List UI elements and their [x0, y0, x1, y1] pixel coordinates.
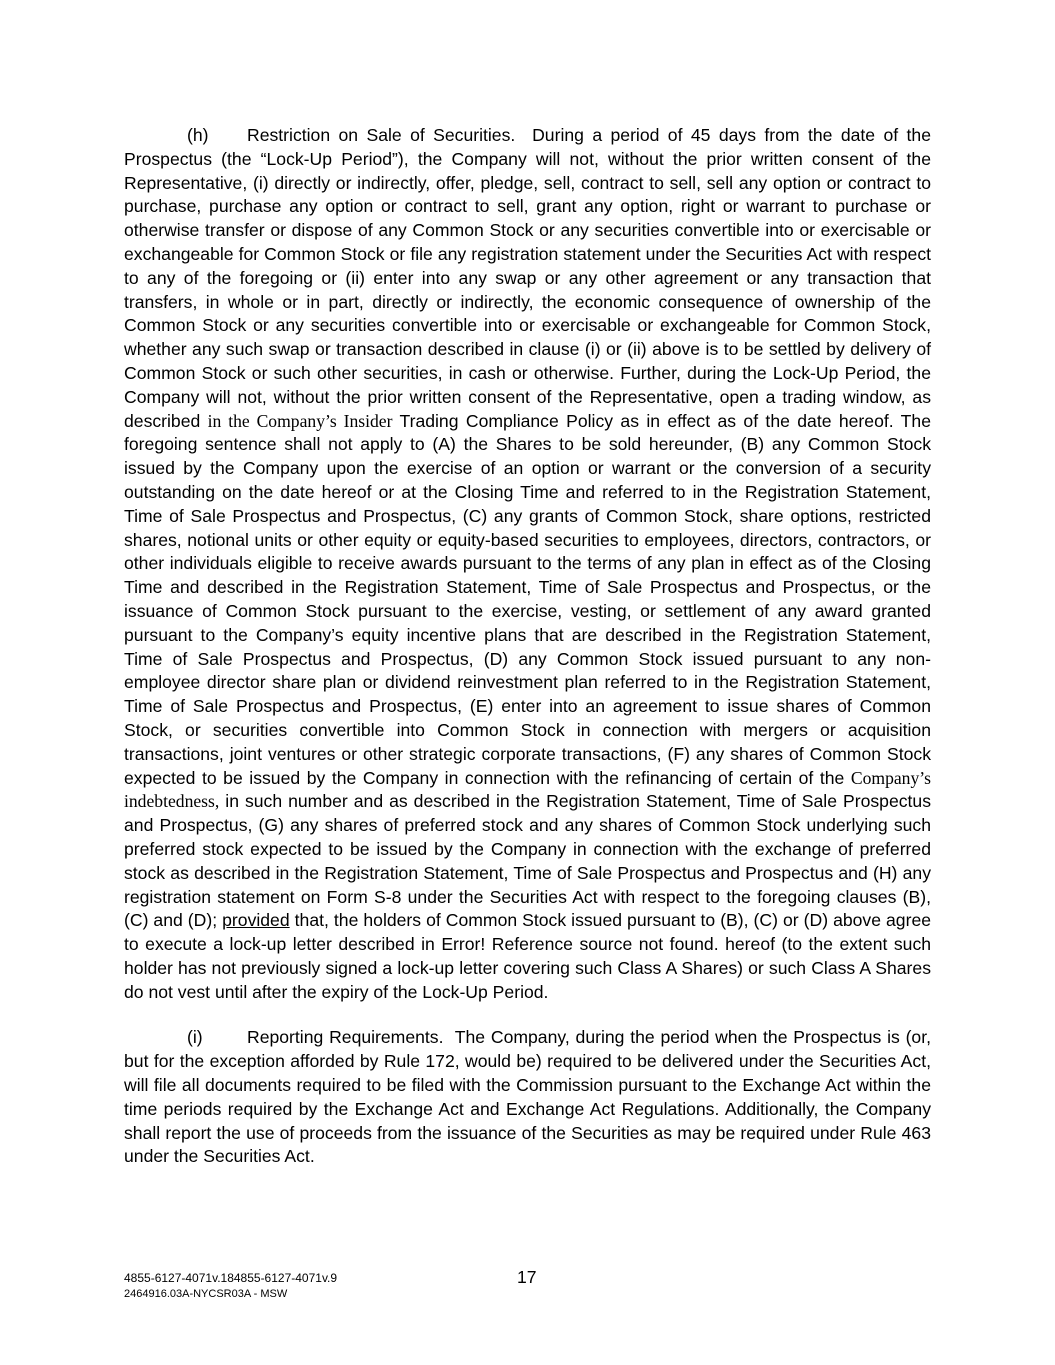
underlined-term: provided — [222, 910, 290, 931]
paragraph-label: (h) — [187, 125, 209, 145]
paragraph-text: During a period of 45 days from the date of the Prospectus (the “Lock-Up Period”), the Company will not, without the prior written consent of the Representative, (i) directly or indirectly, offer, pledge, sell, contract to sell, sell any option or contract to purchase, purchase any option or contract to sell, grant any option, right or warrant to purchase or otherwise transfer or dispose of any Common Stock or any securities convertible into or exercisable or exchangeable for Common Stock or file any registration statement under the Securities Act with respect to any of the foregoing or (ii) enter into any swap or any other agreement or any transaction that transfers, in whole or in part, directly or indirectly, the economic consequence of ownership of the Common Stock or any securities convertible into or exercisable or exchangeable for Common Stock, whether any such swap or transaction described in clause (i) or (ii) above is to be settled by delivery of Common Stock or such other securities, in cash or otherwise. Further, during the Lock-Up Period, the Company will not, without the prior written consent of the Representative, open a trading window, as described — [124, 125, 931, 431]
paragraph-title: Restriction on Sale of Securities. — [247, 125, 516, 145]
footer-doc-id: 4855-6127-4071v.184855-6127-4071v.9 — [124, 1271, 338, 1285]
paragraph-text: The Company, during the period when the Prospectus is (or, but for the exception afforded by Rule 172, would be) required to be delivered under the Securities Act, will file all documents required to be filed with the Commission pursuant to the Exchange Act within the time periods required by the Exchange Act and Exchange Act Regulations. Additionally, the Company shall report the use of proceeds from the issuance of the Securities as may be required under Rule 463 under the Securities Act. — [124, 1027, 931, 1167]
paragraph-label: (i) — [187, 1027, 203, 1048]
error-reference: Error! Reference source not found. — [441, 934, 719, 955]
paragraph-title: Reporting Requirements. — [247, 1027, 444, 1048]
paragraph-i — [124, 1026, 931, 1169]
paragraph-text: hereof (to the extent such holder has not previously signed a lock-up letter covering such Class A Shares) or such Class A Shares do not vest until after the expiry of the Lock-Up Period. — [124, 934, 932, 1002]
document-body — [124, 124, 931, 1169]
footer-doc-ids — [124, 1270, 337, 1302]
footer-doc-ref: 2464916.03A-NYCSR03A - MSW — [124, 1288, 288, 1300]
paragraph-text: in such number and as described in the Registration Statement, Time of Sale Prospectus and Prospectus, (G) any shares of preferred stock and any shares of Common Stock underlying such preferred stock expected to be issued by the Company in connection with the exchange of preferred stock as described in the Registration Statement, Time of Sale Prospectus and Prospectus and (H) any registration statement on Form S-8 under the Securities Act with respect to the foregoing clauses (B), (C) and (D); — [124, 791, 932, 931]
paragraph-h — [124, 124, 931, 1004]
paragraph-text: that, the holders of Common Stock issued pursuant to (B), (C) or (D) above agree to execute a lock-up letter described in — [124, 910, 932, 955]
serif-text: Company’s indebtedness, — [124, 767, 932, 812]
serif-text: in the Company’s Insider — [207, 410, 393, 431]
paragraph-text: Trading Compliance Policy as in effect as of the date hereof. The foregoing sentence shall not apply to (A) the Shares to be sold hereunder, (B) any Common Stock issued by the Company upon the exercise of an option or warrant or the conversion of a security outstanding on the date hereof or at the Closing Time and referred to in the Registration Statement, Time of Sale Prospectus and Prospectus, (C) any grants of Common Stock, share options, restricted shares, notional units or other equity or equity-based securities to employees, directors, contractors, or other individuals eligible to receive awards pursuant to the terms of any plan in effect as of the Closing Time and described in the Registration Statement, Time of Sale Prospectus and Prospectus, or the issuance of Common Stock pursuant to the exercise, vesting, or settlement of any award granted pursuant to the Company’s equity incentive plans that are described in the Registration Statement, Time of Sale Prospectus and Prospectus, (D) any Common Stock issued pursuant to any non-employee director share plan or dividend reinvestment plan referred to in the Registration Statement, Time of Sale Prospectus and Prospectus, (E) enter into an agreement to issue shares of Common Stock, or securities convertible into Common Stock in connection with mergers or acquisition transactions, joint ventures or other strategic corporate transactions, (F) any shares of Common Stock expected to be issued by the Company in connection with the refinancing of certain of the — [124, 410, 931, 788]
page-number: 17 — [517, 1267, 537, 1287]
